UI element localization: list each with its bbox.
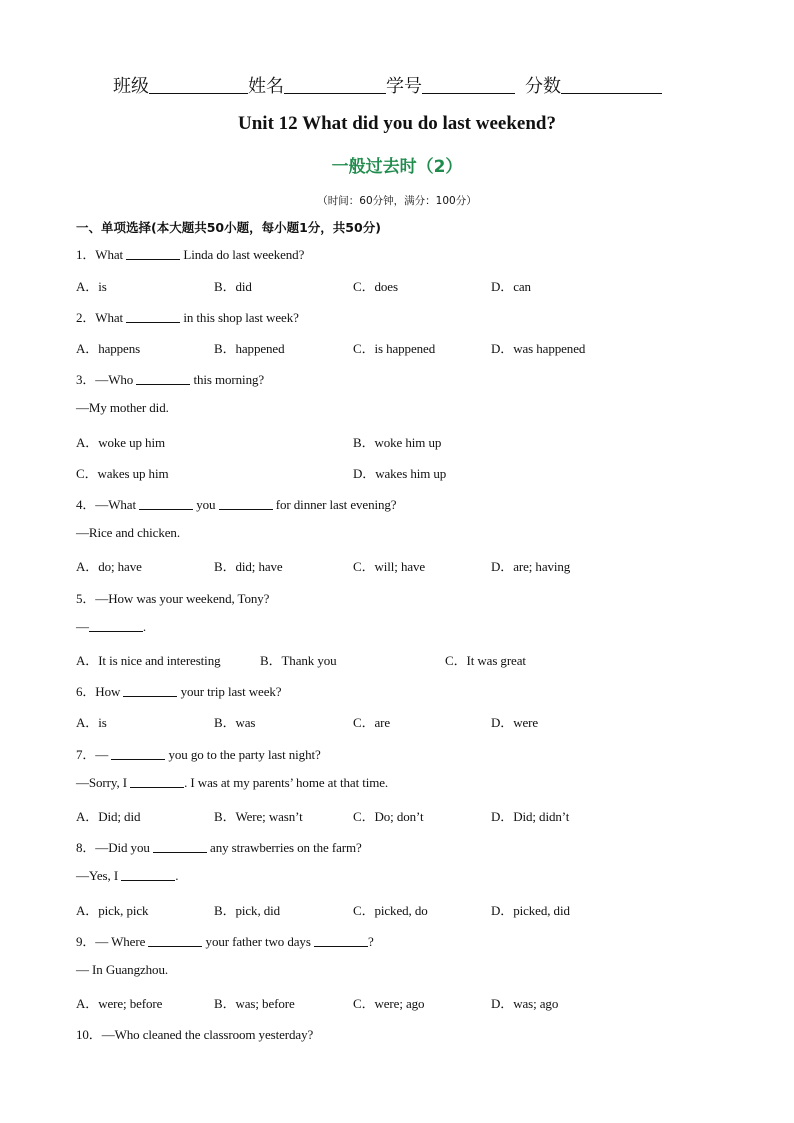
q7-reply: —Sorry, I . I was at my parents’ home at that time. — [76, 775, 389, 790]
student-info-header — [113, 72, 662, 98]
q5-option-a[interactable]: A．It is nice and interesting — [76, 653, 221, 668]
answer-blank[interactable] — [123, 684, 177, 697]
page-title: Unit 12 What did you do last weekend? — [238, 113, 556, 134]
q5-option-c[interactable]: C．It was great — [445, 653, 526, 668]
q3-option-b[interactable]: B．woke him up — [353, 435, 442, 450]
time-info: （时间：60分钟，满分：100分） — [317, 195, 477, 207]
q5-reply: — . — [76, 619, 147, 634]
q1-option-b[interactable]: B．did — [214, 279, 252, 294]
question-1-stem: 1．What Linda do last weekend? — [76, 247, 305, 262]
score-label: 分数 — [525, 76, 561, 97]
answer-blank[interactable] — [148, 934, 202, 947]
name-label: 姓名 — [248, 76, 284, 97]
q7-option-a[interactable]: A．Did; did — [76, 809, 141, 824]
q1-option-c[interactable]: C．does — [353, 279, 398, 294]
name-blank[interactable] — [284, 75, 386, 94]
q3-option-c[interactable]: C．wakes up him — [76, 466, 169, 481]
answer-blank[interactable] — [314, 934, 368, 947]
q1-option-d[interactable]: D．can — [491, 279, 531, 294]
q8-option-d[interactable]: D．picked, did — [491, 903, 570, 918]
q8-reply: —Yes, I . — [76, 868, 179, 883]
answer-blank[interactable] — [139, 497, 193, 510]
number-label: 学号 — [386, 76, 422, 97]
q1-option-a[interactable]: A．is — [76, 279, 107, 294]
question-4-stem: 4．—What you for dinner last evening? — [76, 497, 397, 512]
answer-blank[interactable] — [111, 747, 165, 760]
page-subtitle: 一般过去时（2） — [331, 157, 463, 177]
q9-reply: — In Guangzhou. — [76, 962, 169, 977]
q6-option-a[interactable]: A．is — [76, 715, 107, 730]
q2-option-d[interactable]: D．was happened — [491, 341, 586, 356]
q9-option-b[interactable]: B．was; before — [214, 996, 295, 1011]
q4-option-d[interactable]: D．are; having — [491, 559, 571, 574]
q9-option-d[interactable]: D．was; ago — [491, 996, 559, 1011]
section-heading: 一、单项选择(本大题共50小题，每小题1分，共50分) — [76, 220, 381, 235]
question-7-stem: 7．— you go to the party last night? — [76, 747, 321, 762]
q4-reply: —Rice and chicken. — [76, 525, 180, 540]
answer-blank[interactable] — [121, 868, 175, 881]
question-6-stem: 6．How your trip last week? — [76, 684, 282, 699]
q6-option-c[interactable]: C．are — [353, 715, 391, 730]
q4-option-b[interactable]: B．did; have — [214, 559, 283, 574]
q2-option-c[interactable]: C．is happened — [353, 341, 436, 356]
q5-option-b[interactable]: B．Thank you — [260, 653, 337, 668]
q6-option-d[interactable]: D．were — [491, 715, 539, 730]
q9-option-c[interactable]: C．were; ago — [353, 996, 425, 1011]
q8-option-a[interactable]: A．pick, pick — [76, 903, 149, 918]
q3-option-a[interactable]: A．woke up him — [76, 435, 165, 450]
q7-option-d[interactable]: D．Did; didn’t — [491, 809, 570, 824]
question-3-stem: 3．—Who this morning? — [76, 372, 265, 387]
q4-option-c[interactable]: C．will; have — [353, 559, 426, 574]
number-blank[interactable] — [422, 75, 515, 94]
class-blank[interactable] — [149, 75, 248, 94]
q4-option-a[interactable]: A．do; have — [76, 559, 142, 574]
q8-option-b[interactable]: B．pick, did — [214, 903, 281, 918]
answer-blank[interactable] — [130, 775, 184, 788]
q8-option-c[interactable]: C．picked, do — [353, 903, 428, 918]
question-8-stem: 8．—Did you any strawberries on the farm? — [76, 840, 362, 855]
q2-option-a[interactable]: A．happens — [76, 341, 141, 356]
answer-blank[interactable] — [126, 310, 180, 323]
answer-blank[interactable] — [219, 497, 273, 510]
q6-option-b[interactable]: B．was — [214, 715, 256, 730]
q9-option-a[interactable]: A．were; before — [76, 996, 163, 1011]
class-label: 班级 — [113, 76, 149, 97]
question-2-stem: 2．What in this shop last week? — [76, 310, 299, 325]
answer-blank[interactable] — [126, 247, 180, 260]
score-blank[interactable] — [561, 75, 662, 94]
question-5-stem: 5．—How was your weekend, Tony? — [76, 591, 270, 606]
q7-option-c[interactable]: C．Do; don’t — [353, 809, 424, 824]
question-9-stem: 9．— Where your father two days ? — [76, 934, 374, 949]
q3-reply: —My mother did. — [76, 400, 169, 415]
q2-option-b[interactable]: B．happened — [214, 341, 285, 356]
question-10-stem: 10．—Who cleaned the classroom yesterday? — [76, 1027, 314, 1042]
answer-blank[interactable] — [136, 372, 190, 385]
q7-option-b[interactable]: B．Were; wasn’t — [214, 809, 303, 824]
answer-blank[interactable] — [89, 619, 143, 632]
q3-option-d[interactable]: D．wakes him up — [353, 466, 447, 481]
answer-blank[interactable] — [153, 840, 207, 853]
